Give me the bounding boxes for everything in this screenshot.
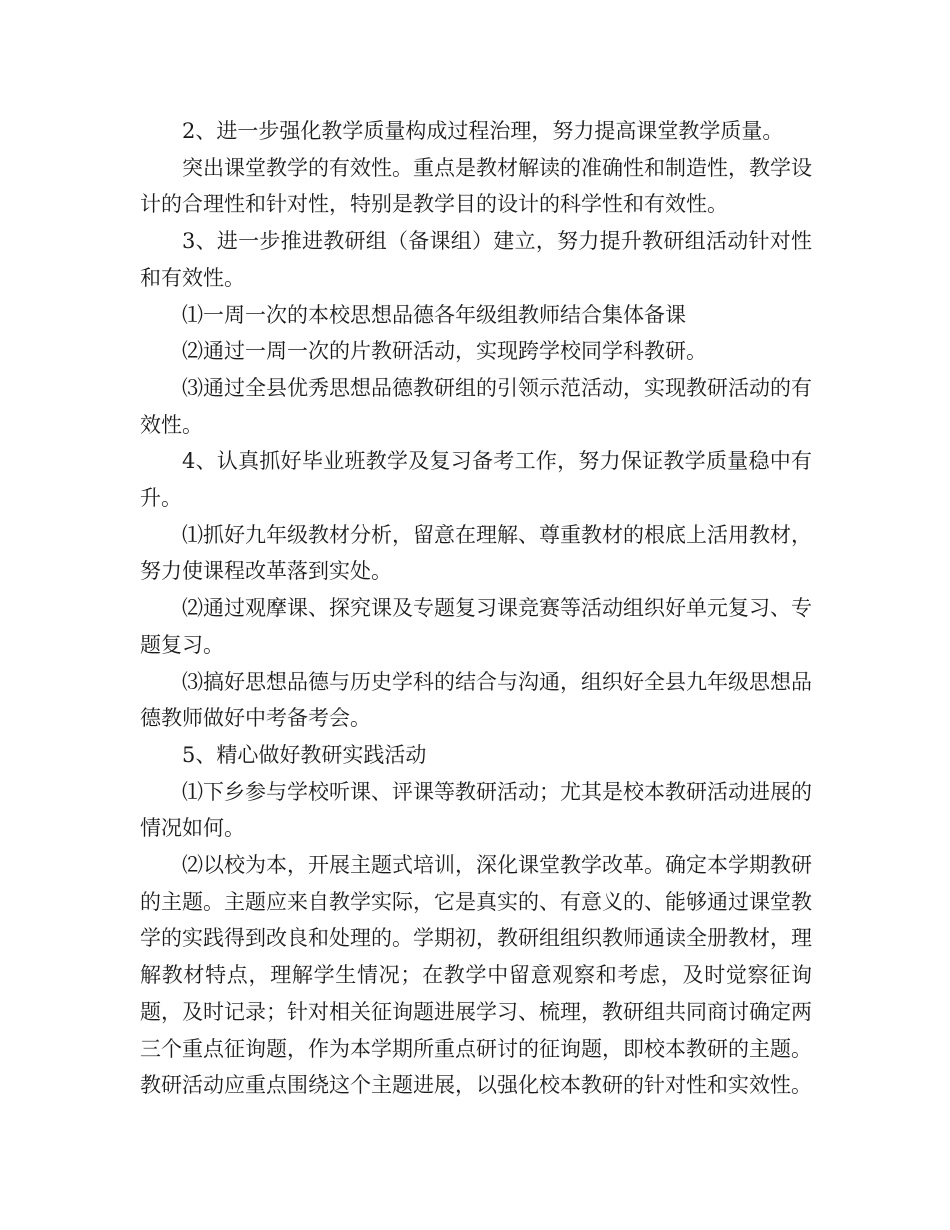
paragraph-item-3-1: ⑴一周一次的本校思想品德各年级组教师结合集体备课 [182,302,686,327]
paragraph-section-5-heading: 5、精心做好教研实践活动 [182,742,427,767]
paragraph-item-3-3: ⑶通过全县优秀思想品德教研组的引领示范活动，实现教研活动的有效性。 [140,375,812,437]
paragraph-item-5-2: ⑵以校为本，开展主题式培训，深化课堂教学改革。确定本学期教研的主题。主题应来自教学实际，它是真实的、有意义的、能够通过课堂教学的实践得到改良和处理的。学期初，教研组组织教师通读全册教材，理解教材特点，理解学生情况；在教学中留意观察和考虑，及时觉察征询题，及时记录；针对相关征询题进展学习、梳理，教研组共同商讨确定两三个重点征询题，作为本学期所重点研讨的征询题，即校本教研的主题。教研活动应重点围绕这个主题进展，以强化校本教研的针对性和实效性。 [140,853,812,1098]
paragraph-item-4-1: ⑴抓好九年级教材分析，留意在理解、尊重教材的根底上活用教材，努力使课程改革落到实处。 [140,522,812,584]
paragraph-item-4-2: ⑵通过观摩课、探究课及专题复习课竞赛等活动组织好单元复习、专题复习。 [140,596,812,657]
paragraph-item-5-1: ⑴下乡参与学校听课、评课等教研活动；尤其是校本教研活动进展的情况如何。 [140,779,812,841]
paragraph-section-4-heading: 4、认真抓好毕业班教学及复习备考工作，努力保证教学质量稳中有升。 [140,449,812,511]
document-body [140,113,812,1104]
paragraph-section-2-heading: 2、进一步强化教学质量构成过程治理，努力提高课堂教学质量。 [182,119,784,143]
paragraph-item-4-3: ⑶搞好思想品德与历史学科的结合与沟通，组织好全县九年级思想品德教师做好中考备考会。 [140,669,812,731]
paragraph-effectiveness: 突出课堂教学的有效性。重点是教材解读的准确性和制造性，教学设计的合理性和针对性，特别是教学目的设计的科学性和有效性。 [140,155,812,217]
paragraph-item-3-2: ⑵通过一周一次的片教研活动，实现跨学校同学科教研。 [182,339,707,364]
paragraph-section-3-heading: 3、进一步推进教研组（备课组）建立，努力提升教研组活动针对性和有效性。 [140,229,812,290]
